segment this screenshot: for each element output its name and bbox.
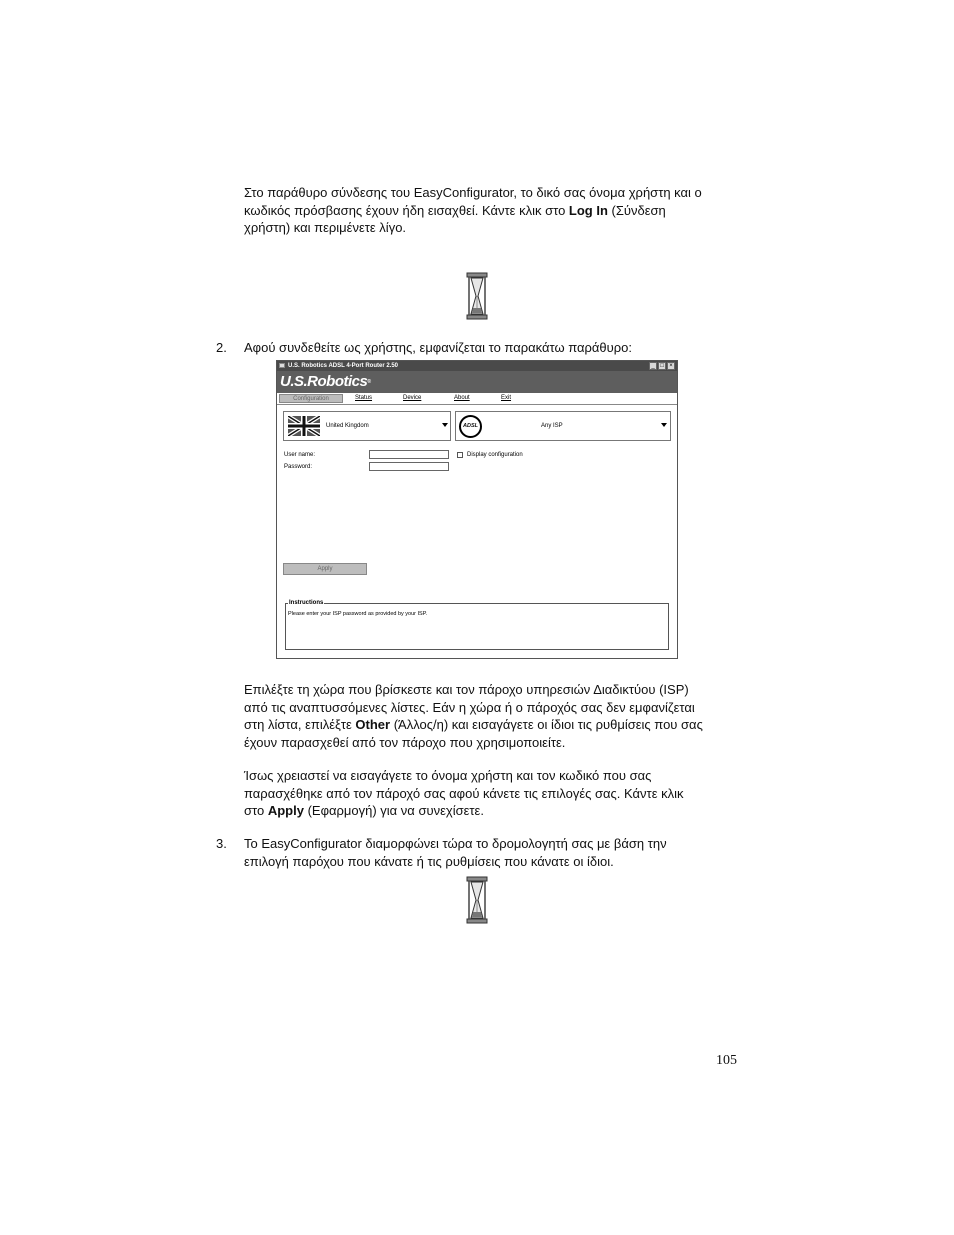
username-input[interactable] — [369, 450, 449, 459]
usr-logo — [280, 373, 371, 391]
instructions-panel — [285, 600, 669, 650]
cred-line-3-post: (Εφαρμογή) για να συνεχίσετε. — [303, 803, 484, 818]
credentials-paragraph — [244, 767, 744, 820]
step-3-line-2: επιλογή παρόχου που κάνατε ή τις ρυθμίσεις που κάνατε οι ίδιοι. — [244, 853, 614, 869]
display-configuration-checkbox[interactable] — [457, 452, 463, 458]
cred-line-1: Ίσως χρειαστεί να εισαγάγετε το όνομα χρήστη και τον κωδικό που σας — [244, 768, 652, 783]
tab-exit[interactable]: Exit — [501, 395, 512, 401]
instructions-title: Instructions — [289, 600, 324, 606]
intro-line-2-pre: κωδικός πρόσβασης έχουν ήδη εισαχθεί. Κάντε κλικ στο — [244, 202, 569, 218]
uk-flag-icon — [288, 416, 320, 436]
isp-select[interactable] — [455, 411, 671, 441]
instructions-text: Please enter your ISP password as provided by your ISP. — [288, 611, 428, 617]
password-label: Password: — [284, 464, 313, 470]
isp-value: Any ISP — [541, 423, 563, 429]
minimize-button[interactable]: _ — [649, 362, 657, 370]
app-titlebar — [277, 361, 677, 371]
cred-apply-bold: Apply — [267, 803, 304, 818]
app-icon — [279, 363, 285, 368]
tab-configuration[interactable]: Configuration — [279, 394, 343, 403]
select-line-2: από τις αναπτυσσόμενες λίστες. Εάν η χώρα ή ο πάροχός σας δεν εμφανίζεται — [244, 699, 695, 715]
step-2-number: 2. — [216, 340, 227, 355]
step-2-text: Αφού συνδεθείτε ως χρήστης, εμφανίζεται το παρακάτω παράθυρο: — [244, 340, 633, 355]
select-line-3-pre: στη λίστα, επιλέξτε — [244, 717, 356, 732]
adsl-logo-icon: ADSL — [459, 415, 482, 438]
step-3-text — [244, 835, 744, 870]
app-window-screenshot — [276, 360, 678, 659]
select-line-1: Επιλέξτε τη χώρα που βρίσκεστε και τον πάροχο υπηρεσιών Διαδικτύου (ISP) — [244, 682, 689, 697]
apply-button[interactable]: Apply — [283, 563, 367, 575]
password-input[interactable] — [369, 462, 449, 471]
step-3-line-1: Το EasyConfigurator διαμορφώνει τώρα το δρομολογητή σας με βάση την — [244, 836, 667, 851]
app-title: U.S. Robotics ADSL 4-Port Router 2.50 — [288, 363, 399, 369]
intro-line-3: χρήστη) και περιμένετε λίγο. — [244, 220, 407, 235]
step-3-number: 3. — [216, 836, 227, 851]
dropdown-caret-icon — [661, 423, 667, 427]
usr-logo-text: U.S.Robotics — [280, 373, 368, 390]
select-other-bold: Other — [355, 717, 391, 732]
tab-device[interactable]: Device — [403, 395, 422, 401]
maximize-button[interactable]: □ — [658, 362, 666, 370]
intro-line-2-post: (Σύνδεση — [607, 202, 666, 218]
select-country-paragraph — [244, 681, 744, 751]
tab-about[interactable]: About — [454, 395, 470, 401]
country-value: United Kingdom — [326, 423, 369, 429]
tab-status[interactable]: Status — [355, 395, 373, 401]
usr-logo-mark: ® — [367, 379, 371, 385]
logo-bar — [277, 371, 677, 393]
display-configuration-label: Display configuration — [467, 452, 523, 458]
dropdown-caret-icon — [442, 423, 448, 427]
page-number: 105 — [716, 1053, 737, 1068]
country-select[interactable] — [283, 411, 451, 441]
hourglass-icon — [466, 272, 488, 320]
intro-line-1: Στο παράθυρο σύνδεσης του EasyConfigurator, το δικό σας όνομα χρήστη και ο — [244, 185, 702, 200]
close-button[interactable]: × — [667, 362, 675, 370]
username-label: User name: — [284, 452, 316, 458]
select-line-4: έχουν παρασχεθεί από τον πάροχο που χρησιμοποιείτε. — [244, 734, 566, 750]
intro-log-in-bold: Log In — [568, 202, 608, 218]
intro-paragraph — [244, 184, 744, 237]
menu-bar — [277, 393, 677, 405]
cred-line-3-pre: στο — [244, 803, 268, 818]
cred-line-2: παρασχέθηκε από τον πάροχό σας αφού κάνετε τις επιλογές σας. Κάντε κλικ — [244, 785, 684, 801]
select-line-3-post: (Άλλος/η) και εισαγάγετε οι ίδιοι τις ρυθμίσεις που σας — [390, 717, 703, 732]
hourglass-icon — [466, 876, 488, 924]
